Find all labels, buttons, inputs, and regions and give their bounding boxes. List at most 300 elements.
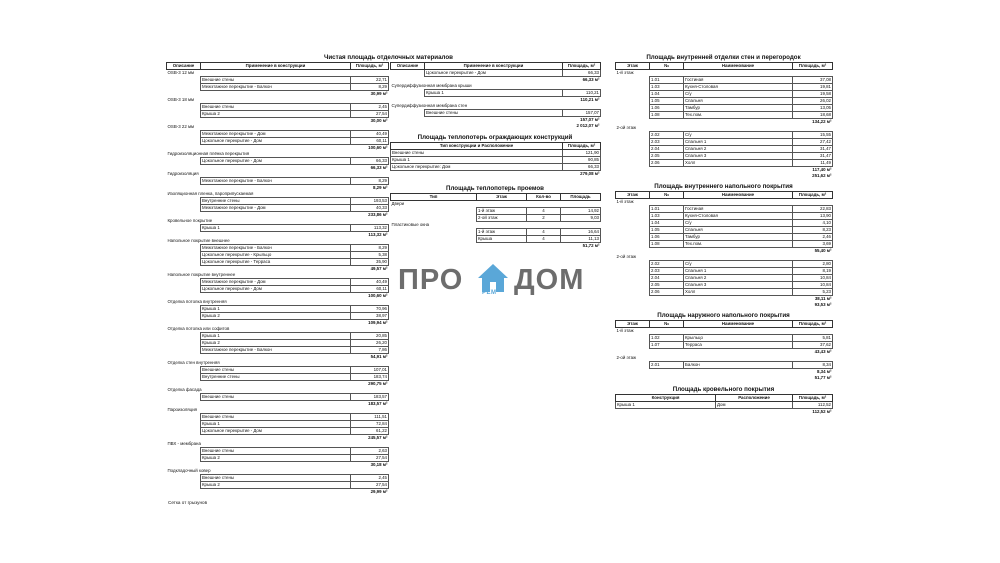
room-name: Гостиная xyxy=(684,77,793,84)
material-spacer xyxy=(167,475,201,482)
material-name: Гидроизоляция xyxy=(167,171,199,176)
room-area: 8,23 xyxy=(793,227,833,234)
opening-spacer xyxy=(391,215,477,222)
material-spacer xyxy=(167,313,201,320)
material-row xyxy=(167,205,389,212)
material-spacer xyxy=(167,421,201,428)
heat-area: 121,90 xyxy=(563,150,601,157)
room-area: 19,81 xyxy=(793,84,833,91)
room-row xyxy=(616,362,833,369)
logo-subtext: РЕМ xyxy=(482,290,497,296)
section-grand-total: 93,53 м² xyxy=(814,302,832,307)
section-grand-row xyxy=(616,375,833,381)
room-area: 13,90 xyxy=(793,213,833,220)
material-usage: Внешние стены xyxy=(425,110,563,117)
material-name: Отделка стен внутренняя xyxy=(167,360,220,365)
openings-total: 51,72 м² xyxy=(582,243,600,248)
logo-text-left: ПРО xyxy=(398,264,464,296)
material-name: Напольное покрытие внешнее xyxy=(167,238,230,243)
material-spacer xyxy=(167,306,201,313)
room-name: Спальня xyxy=(684,98,793,105)
grand-total-row xyxy=(391,123,601,129)
room-row xyxy=(616,153,833,160)
material-usage: Цокольное перекрытие - Дом xyxy=(425,70,563,77)
material-usage: Цокольное перекрытие - Терраса xyxy=(201,259,351,266)
material-row xyxy=(391,70,601,77)
material-usage: Крыша 1 xyxy=(425,90,563,97)
floor-total: 43,43 м² xyxy=(814,349,832,354)
roof-table xyxy=(615,394,833,415)
material-total: 100,60 м² xyxy=(368,293,388,298)
room-name: Тех.пом. xyxy=(684,241,793,248)
roof-header-construction: Конструкция xyxy=(616,395,716,402)
section-grand-total: 51,77 м² xyxy=(814,375,832,380)
room-spacer xyxy=(616,84,650,91)
material-usage: Цокольное перекрытие - Дом xyxy=(201,428,351,435)
room-name: Спальня xyxy=(684,227,793,234)
material-area: 193,53 xyxy=(351,198,389,205)
col2-header-usage: Применение в конструкции xyxy=(425,63,563,70)
heat-header-area: Площадь, м² xyxy=(563,143,601,150)
material-area: 22,71 xyxy=(351,77,389,84)
heat-row xyxy=(391,150,601,157)
material-usage: Крыша 1 xyxy=(201,333,351,340)
material-usage: Внутренние стены xyxy=(201,374,351,381)
ext-header-row xyxy=(616,321,833,328)
room-name: Тамбур xyxy=(684,234,793,241)
room-name: Спальня 3 xyxy=(684,153,793,160)
room-spacer xyxy=(616,105,650,112)
col2-header-area: Площадь, м² xyxy=(563,63,601,70)
room-row xyxy=(616,227,833,234)
room-area: 8,34 xyxy=(793,362,833,369)
grand-total: 2 012,07 м² xyxy=(576,123,600,128)
floor-total: 117,40 м² xyxy=(812,167,832,172)
opening-count: 4 xyxy=(527,236,561,243)
openings-header-type: Тип xyxy=(391,194,477,201)
room-name: Холл xyxy=(684,289,793,296)
material-spacer xyxy=(167,77,201,84)
material-spacer xyxy=(391,70,425,77)
material-spacer xyxy=(167,245,201,252)
material-spacer xyxy=(167,131,201,138)
room-area: 26,02 xyxy=(793,98,833,105)
room-name: Тех.пом. xyxy=(684,112,793,119)
col2-header-description: Описание xyxy=(391,63,425,70)
roof-total-row xyxy=(616,409,833,416)
roof-header-row xyxy=(616,395,833,402)
room-area: 31,47 xyxy=(793,153,833,160)
material-usage: Внешние стены xyxy=(201,414,351,421)
material-row xyxy=(167,138,389,145)
room-area: 27,42 xyxy=(793,139,833,146)
material-name: OSB-3 12 мм xyxy=(167,70,195,75)
material-area: 66,33 xyxy=(563,70,601,77)
room-spacer xyxy=(616,112,650,119)
room-number: 2.03 xyxy=(650,268,684,275)
floor-level: 1-й этаж xyxy=(616,199,634,204)
material-total: 183,57 м² xyxy=(368,401,388,406)
room-row xyxy=(616,335,833,342)
room-area: 8,19 xyxy=(793,268,833,275)
room-name: Спальня 1 xyxy=(684,139,793,146)
material-usage: Крыша 2 xyxy=(201,340,351,347)
material-row xyxy=(167,259,389,266)
material-area: 27,54 xyxy=(351,482,389,489)
material-area: 5,38 xyxy=(351,252,389,259)
room-name: Спальня 3 xyxy=(684,282,793,289)
room-number: 1.05 xyxy=(650,98,684,105)
floor-total: 55,40 м² xyxy=(814,248,832,253)
room-area: 19,58 xyxy=(793,91,833,98)
material-usage: Внутренние стены xyxy=(201,198,351,205)
material-area: 2,45 xyxy=(351,104,389,111)
material-spacer xyxy=(167,138,201,145)
room-name: Гостиная xyxy=(684,206,793,213)
material-name: Отделка потолка или софитов xyxy=(167,326,230,331)
material-name: ПВХ - мембрана xyxy=(167,441,201,446)
prodom-logo xyxy=(398,262,608,298)
heat-type: Внешние стены xyxy=(391,150,563,157)
room-row xyxy=(616,112,833,119)
room-row xyxy=(616,241,833,248)
material-row xyxy=(167,225,389,232)
material-total: 30,99 м² xyxy=(370,91,388,96)
opening-area: 9,03 xyxy=(561,215,601,222)
room-number: 2.06 xyxy=(650,160,684,167)
opening-floor: 1-й этаж xyxy=(477,229,527,236)
material-usage: Цокольное перекрытие - Дом xyxy=(201,138,351,145)
room-areas-column xyxy=(615,54,832,415)
room-area: 37,08 xyxy=(793,77,833,84)
opening-floor: 2-ой этаж xyxy=(477,215,527,222)
room-name: Кухня-Столовая xyxy=(684,213,793,220)
material-usage: Крыша 1 xyxy=(201,225,351,232)
material-area: 26,20 xyxy=(351,340,389,347)
room-name: С/у xyxy=(684,132,793,139)
section-grand-row xyxy=(616,302,833,308)
room-row xyxy=(616,132,833,139)
material-usage: Цокольное перекрытие - Дом xyxy=(201,158,351,165)
material-area: 60,11 xyxy=(351,286,389,293)
material-area: 70,96 xyxy=(351,306,389,313)
material-row xyxy=(167,367,389,374)
material-usage: Крыша 1 xyxy=(201,306,351,313)
material-usage: Внешние стены xyxy=(201,367,351,374)
room-spacer xyxy=(616,234,650,241)
heat-row xyxy=(391,157,601,164)
material-area: 72,84 xyxy=(351,421,389,428)
room-number: 1.08 xyxy=(650,112,684,119)
material-total: 157,07 м² xyxy=(580,117,600,122)
room-spacer xyxy=(616,146,650,153)
opening-area: 11,13 xyxy=(561,236,601,243)
room-spacer xyxy=(616,362,650,369)
material-area: 40,33 xyxy=(351,205,389,212)
room-row xyxy=(616,160,833,167)
material-row xyxy=(167,333,389,340)
material-total: 290,75 м² xyxy=(368,381,388,386)
material-spacer xyxy=(167,347,201,354)
material-name: Напольное покрытие внутреннее xyxy=(167,272,236,277)
material-usage: Крыша 2 xyxy=(201,482,351,489)
opening-row xyxy=(391,236,601,243)
materials-title: Чистая площадь отделочных материалов xyxy=(323,54,453,61)
material-name: Пароизоляция xyxy=(167,407,198,412)
openings-header-floor: Этаж xyxy=(477,194,527,201)
room-spacer xyxy=(616,282,650,289)
material-spacer xyxy=(167,252,201,259)
material-area: 40,49 xyxy=(351,279,389,286)
walls-header-number: № xyxy=(650,63,684,70)
room-spacer xyxy=(616,77,650,84)
floor-header-number: № xyxy=(650,192,684,199)
room-number: 2.05 xyxy=(650,282,684,289)
room-row xyxy=(616,261,833,268)
material-spacer xyxy=(167,448,201,455)
ext-header-name: Наименование xyxy=(684,321,793,328)
material-total: 110,21 м² xyxy=(580,97,600,102)
material-row xyxy=(167,394,389,401)
material-total: 66,33 м² xyxy=(582,77,600,82)
room-spacer xyxy=(616,132,650,139)
room-area: 2,80 xyxy=(793,261,833,268)
room-name: Спальня 2 xyxy=(684,146,793,153)
room-area: 10,84 xyxy=(793,275,833,282)
room-spacer xyxy=(616,342,650,349)
room-spacer xyxy=(616,153,650,160)
material-row xyxy=(167,104,389,111)
opening-row xyxy=(391,215,601,222)
floor-header-floor: Этаж xyxy=(616,192,650,199)
floor-header-row xyxy=(616,192,833,199)
roof-title: Площадь кровельного покрытия xyxy=(672,386,775,393)
material-area: 111,51 xyxy=(351,414,389,421)
material-total: 113,32 м² xyxy=(368,232,388,237)
room-row xyxy=(616,91,833,98)
material-spacer xyxy=(167,333,201,340)
section-grand-total: 251,62 м² xyxy=(812,173,832,178)
material-usage: Цокольное перекрытие - Дом xyxy=(201,286,351,293)
material-usage: Межэтажное перекрытие - Дом xyxy=(201,279,351,286)
roof-total-spacer xyxy=(616,409,793,416)
room-spacer xyxy=(616,261,650,268)
material-usage: Крыша 2 xyxy=(201,455,351,462)
openings-table xyxy=(390,193,601,249)
materials-table xyxy=(166,62,389,495)
roof-header-location: Расположение xyxy=(716,395,793,402)
material-row xyxy=(167,475,389,482)
heat-area: 66,33 xyxy=(563,164,601,171)
material-spacer xyxy=(167,104,201,111)
material-usage: Цокольное перекрытие - Крыльцо xyxy=(201,252,351,259)
material-spacer xyxy=(391,110,425,117)
material-area: 38,97 xyxy=(351,313,389,320)
room-number: 2.04 xyxy=(650,275,684,282)
material-usage: Крыша 2 xyxy=(201,111,351,118)
room-spacer xyxy=(616,213,650,220)
material-name: Гидроизоляционная плёнка перекрытия xyxy=(167,151,250,156)
floor-level: 2-ой этаж xyxy=(616,355,637,360)
material-spacer xyxy=(167,340,201,347)
material-spacer xyxy=(167,414,201,421)
material-name: Изоляционная пленка, пароприпускаемая xyxy=(167,191,254,196)
floor-group-row xyxy=(616,70,833,77)
room-spacer xyxy=(616,268,650,275)
material-spacer xyxy=(167,158,201,165)
material-usage: Межэтажное перекрытие - Дом xyxy=(201,205,351,212)
room-area: 15,55 xyxy=(793,132,833,139)
opening-row xyxy=(391,229,601,236)
material-area: 35,90 xyxy=(351,259,389,266)
room-number: 2.03 xyxy=(650,139,684,146)
room-row xyxy=(616,105,833,112)
walls-table xyxy=(615,62,833,179)
room-area: 10,84 xyxy=(793,282,833,289)
room-name: Спальня 1 xyxy=(684,268,793,275)
material-row xyxy=(167,198,389,205)
roof-area: 112,52 xyxy=(793,402,833,409)
material-spacer xyxy=(167,374,201,381)
room-name: Тамбур xyxy=(684,105,793,112)
floor-level: 2-ой этаж xyxy=(616,125,637,130)
roof-location: Дом xyxy=(716,402,793,409)
opening-floor: Крыша xyxy=(477,236,527,243)
floor-total: 134,22 м² xyxy=(812,119,832,124)
opening-type: Двери xyxy=(391,201,405,206)
roof-total: 112,52 м² xyxy=(812,409,832,414)
room-number: 1.01 xyxy=(650,77,684,84)
room-spacer xyxy=(616,241,650,248)
material-row xyxy=(167,306,389,313)
material-area: 157,07 xyxy=(563,110,601,117)
room-row xyxy=(616,146,833,153)
opening-area: 14,92 xyxy=(561,208,601,215)
room-number: 2.02 xyxy=(650,132,684,139)
col-header-usage: Применение в конструкции xyxy=(201,63,351,70)
materials-table-continued xyxy=(390,62,601,129)
room-name: С/у xyxy=(684,91,793,98)
material-area: 66,33 xyxy=(351,158,389,165)
material-total: 29,99 м² xyxy=(370,489,388,494)
floor-total: 8,34 м² xyxy=(817,369,832,374)
material-area: 183,74 xyxy=(351,374,389,381)
room-spacer xyxy=(616,275,650,282)
room-number: 1.04 xyxy=(650,220,684,227)
material-usage: Внешние стены xyxy=(201,77,351,84)
room-number: 1.05 xyxy=(650,227,684,234)
heat-total: 279,08 м² xyxy=(580,171,600,176)
material-usage: Крыша 1 xyxy=(201,421,351,428)
room-row xyxy=(616,289,833,296)
walls-header-name: Наименование xyxy=(684,63,793,70)
material-row xyxy=(167,347,389,354)
room-name: Холл xyxy=(684,160,793,167)
materials2-header-row xyxy=(391,63,601,70)
heat-row xyxy=(391,164,601,171)
room-row xyxy=(616,206,833,213)
room-area: 22,83 xyxy=(793,206,833,213)
material-area: 2,45 xyxy=(351,475,389,482)
room-area: 5,23 xyxy=(793,289,833,296)
material-usage: Межэтажное перекрытие - Балкон xyxy=(201,245,351,252)
room-number: 1.06 xyxy=(650,105,684,112)
col-header-area: Площадь, м² xyxy=(351,63,389,70)
material-name: Кровельное покрытие xyxy=(167,218,213,223)
material-total: 100,60 м² xyxy=(368,145,388,150)
material-spacer xyxy=(167,205,201,212)
room-name: С/у xyxy=(684,220,793,227)
walls-title: Площадь внутренней отделки стен и перегородок xyxy=(646,54,801,61)
material-row xyxy=(391,110,601,117)
room-area: 4,10 xyxy=(793,220,833,227)
materials-footer-note: Сетка от грызунов xyxy=(168,500,208,505)
heat-type: Цокольное перекрытие: Дом xyxy=(391,164,563,171)
openings-total-row xyxy=(391,243,601,250)
material-area: 61,22 xyxy=(351,428,389,435)
col-header-description: Описание xyxy=(167,63,201,70)
material-area: 27,54 xyxy=(351,455,389,462)
room-area: 2,46 xyxy=(793,234,833,241)
room-area: 31,47 xyxy=(793,146,833,153)
room-spacer xyxy=(616,335,650,342)
material-name: OSB-3 22 мм xyxy=(167,124,195,129)
room-area: 5,81 xyxy=(793,335,833,342)
room-row xyxy=(616,342,833,349)
room-spacer xyxy=(616,160,650,167)
heat-total-row xyxy=(391,171,601,178)
opening-area: 16,64 xyxy=(561,229,601,236)
material-total: 245,57 м² xyxy=(368,435,388,440)
room-row xyxy=(616,234,833,241)
room-name: Спальня 2 xyxy=(684,275,793,282)
room-area: 37,62 xyxy=(793,342,833,349)
ext-header-area: Площадь, м² xyxy=(793,321,833,328)
room-spacer xyxy=(616,220,650,227)
room-number: 2.01 xyxy=(650,362,684,369)
material-area: 107,01 xyxy=(351,367,389,374)
room-spacer xyxy=(616,289,650,296)
heat-header-type: Тип конструкции и Расположение xyxy=(391,143,563,150)
room-number: 1.04 xyxy=(650,91,684,98)
material-total-row xyxy=(167,489,389,496)
room-number: 2.02 xyxy=(650,261,684,268)
material-row xyxy=(391,90,601,97)
openings-header-count: Кол-во xyxy=(527,194,561,201)
material-area: 40,49 xyxy=(351,131,389,138)
material-name: Супердиффузионная мембрана стен xyxy=(391,103,468,108)
openings-header-area: Площадь xyxy=(561,194,601,201)
material-spacer xyxy=(167,286,201,293)
section-grand-spacer xyxy=(616,375,793,381)
material-total: 49,57 м² xyxy=(370,266,388,271)
opening-group-row xyxy=(391,201,601,208)
heat-header-row xyxy=(391,143,601,150)
material-total-spacer xyxy=(167,489,351,496)
material-spacer xyxy=(167,455,201,462)
material-row xyxy=(167,414,389,421)
material-usage: Межэтажное перекрытие - Балкон xyxy=(201,84,351,91)
material-spacer xyxy=(167,394,201,401)
room-name: С/у xyxy=(684,261,793,268)
walls-header-area: Площадь, м² xyxy=(793,63,833,70)
material-usage: Межэтажное перекрытие - Дом xyxy=(201,131,351,138)
material-total: 66,33 м² xyxy=(370,165,388,170)
material-area: 2,63 xyxy=(351,448,389,455)
floor-level: 1-й этаж xyxy=(616,70,634,75)
material-area: 8,29 xyxy=(351,84,389,91)
openings-header-row xyxy=(391,194,601,201)
